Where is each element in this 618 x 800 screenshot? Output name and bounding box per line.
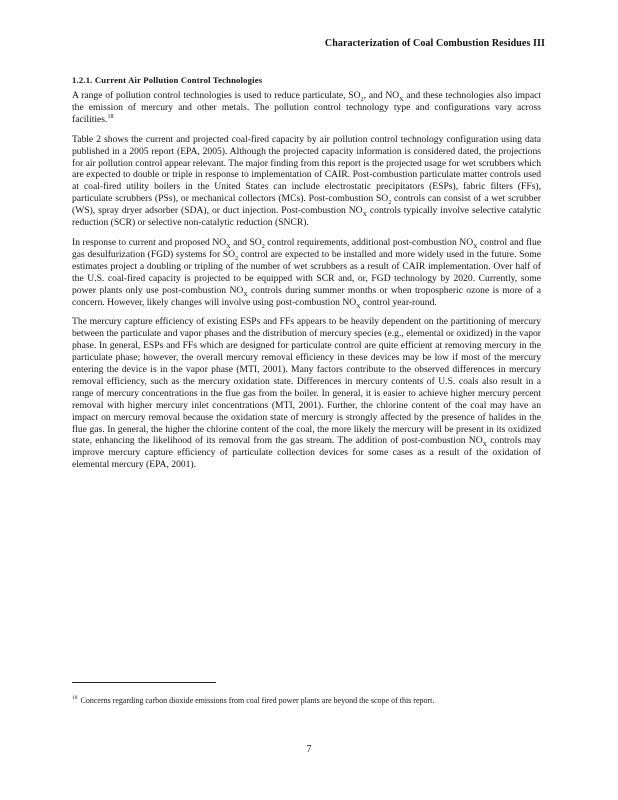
subscript: 2 (235, 255, 239, 262)
subscript: X (243, 291, 248, 298)
body-text (72, 90, 541, 479)
page-number: 7 (306, 744, 312, 755)
paragraph-2 (72, 134, 541, 229)
subscript: X (226, 243, 231, 250)
subscript: X (473, 243, 478, 250)
paragraph-text: controls can consist of a wet scrubber (WS), spray dryer adsorber (SDA), or duct injection. Post-combustion NO (72, 193, 541, 217)
paragraph-4 (72, 316, 541, 471)
subscript: X (356, 303, 361, 310)
paragraph-text: In response to current and proposed NO (72, 236, 227, 248)
subscript: X (399, 96, 404, 103)
paragraph-text: controls may improve mercury capture efficiency of particulate collection devices for some cases as a result of the oxidation of elemental mercury (EPA, 2001). (72, 435, 541, 471)
subscript: X (362, 212, 367, 219)
subscript: X (482, 442, 488, 449)
paragraph-text: control and flue gas desulfurization (FGD) systems for SO (72, 236, 542, 260)
subscript: 2 (360, 96, 364, 103)
paragraph-text: and SO (230, 236, 262, 248)
subscript: 2 (261, 243, 265, 250)
paragraph-text: and these technologies also impact the emission of mercury and other metals. The pollution control technology type and configurations vary across facilities. (72, 90, 541, 125)
paragraph-text: Table 2 shows the current and projected coal-fired capacity by air pollution control technology configuration using data published in a 2005 report (EPA, 2005). Although the projected capacity information is considered dated, the projections for air pollution control appear relevant. The major finding from this report is the projected usage for wet scrubbers which are expected to double or triple in response to implementation of CAIR. Post-combustion particulate matter controls used at coal-fired utility boilers in the United States can include electrostatic precipitators (ESPs), fabric filters (FFs), particulate scrubbers (PSs), or mechanical collectors (MCs). Post-combustion SO (72, 133, 541, 205)
paragraph-text: control year-round. (360, 296, 437, 308)
running-header: Characterization of Coal Combustion Residues III (324, 38, 545, 49)
footnote (72, 695, 537, 706)
footnote-divider (72, 682, 216, 683)
paragraph-text: The mercury capture efficiency of existing ESPs and FFs appears to be heavily dependent on the partitioning of mercury between the particulate and vapor phases and the distribution of mercury species (e.g., elemental or oxidized) in the vapor phase. In general, ESPs and FFs which are designed for particulate control are quite efficient at removing mercury in the particulate phase; however, the overall mercury removal efficiency in these devices may be low if most of the mercury entering the device is in the vapor phase (MTI, 2001). Many factors contribute to the observed differences in mercury removal efficiency, such as the mercury oxidation state. Differences in mercury contents of U.S. coals also result in a range of mercury concentrations in the flue gas from the boiler. In general, it is easier to achieve higher mercury percent removal with higher mercury inlet concentrations (MTI, 2001). Further, the chlorine content of the coal may have an impact on mercury removal because the oxidation state of mercury is strongly affected by the presence of halides in the flue gas. In general, the higher the chlorine content of the coal, the more likely the mercury will be present in its oxidized state, enhancing the likelihood of its removal from the gas stream. The addition of post-combustion NO (72, 316, 541, 447)
footnote-mark: 18 (72, 695, 78, 702)
paragraph-text: control requirements, additional post-combustion NO (264, 236, 474, 248)
footnote-reference[interactable]: 18 (107, 113, 114, 120)
paragraph-text: controls typically involve selective catalytic reduction (SCR) or selective non-catalytic reduction (SNCR). (72, 205, 542, 229)
paragraph-text: controls during summer months or when tropospheric ozone is more of a concern. However, likely changes will involve using post-combustion NO (72, 284, 541, 308)
section-heading: 1.2.1. Current Air Pollution Control Technologies (72, 75, 263, 85)
paragraph-text: , and NO (363, 90, 400, 101)
paragraph-text: control are expected to be installed and more widely used in the future. Some estimates project a doubling or tripling of the number of wet scrubbers as a result of CAIR implementation. Over half of the U.S. coal-fired capacity is projected to be equipped with SCR and, or, FGD technology by 2020. Currently, some power plants only use post-combustion NO (72, 248, 541, 296)
footnote-text: Concerns regarding carbon dioxide emissions from coal fired power plants are beyond the scope of this report. (80, 696, 435, 705)
paragraph-text: A range of pollution control technologies is used to reduce particulate, SO (72, 90, 361, 101)
paragraph-1 (72, 90, 541, 126)
subscript: 2 (388, 200, 392, 207)
paragraph-3 (72, 237, 541, 308)
